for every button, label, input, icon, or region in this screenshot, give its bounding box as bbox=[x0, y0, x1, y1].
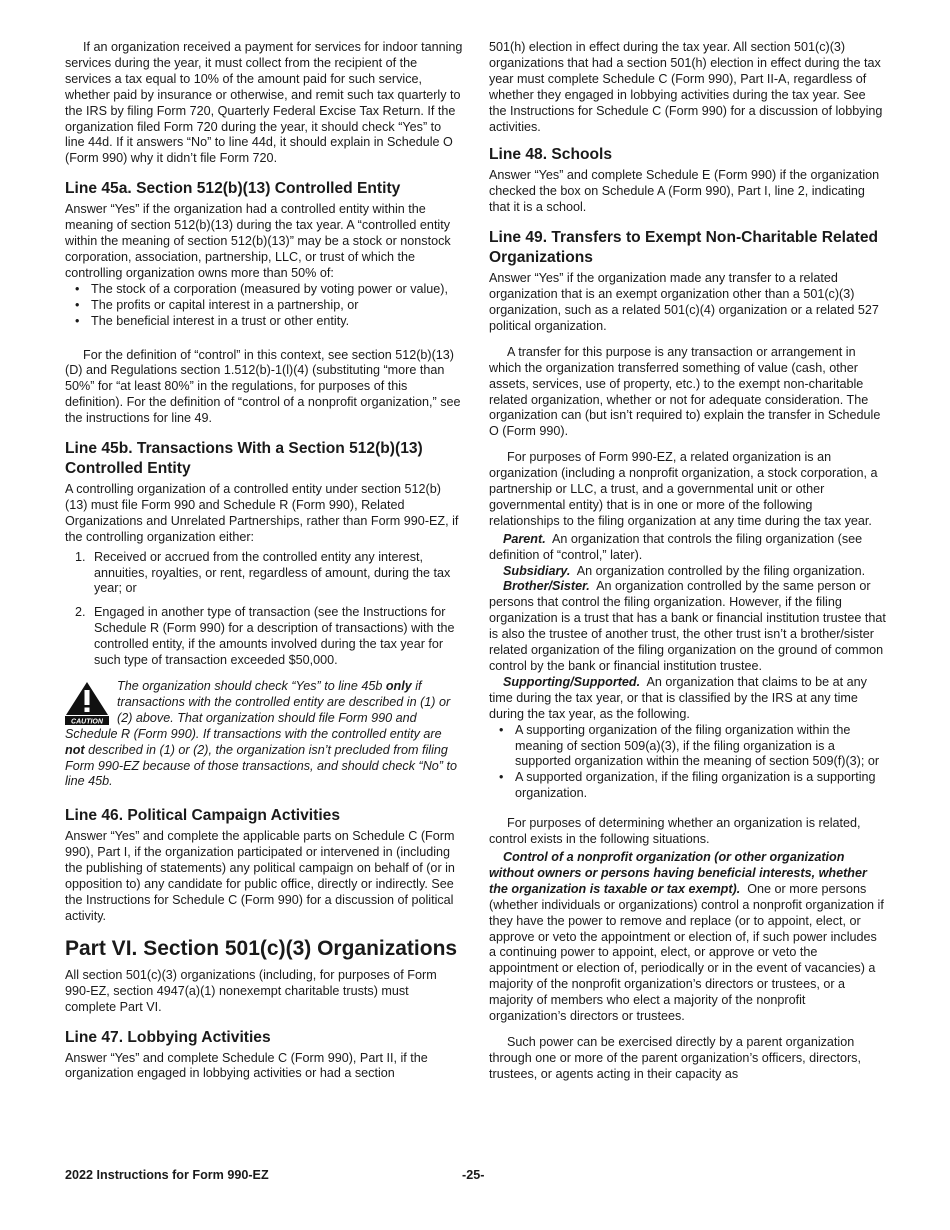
paragraph-45a: Answer “Yes” if the organization had a controlled entity within the meaning of section 512(b)(13) during the tax year. A “controlled entity within the meaning of section 512(b)(13)” may be a stock or nonstock corporation, association, partnership, LLC, or trust of which the controlling organization owns more than 50% of: bbox=[65, 202, 451, 280]
paragraph-48: Answer “Yes” and complete Schedule E (Form 990) if the organization checked the box on Schedule A (Form 990), Part I, line 2, indicating that it is a school. bbox=[489, 168, 880, 215]
definition-text: An organization that controls the filing organization (see definition of “control,” later). bbox=[489, 531, 863, 562]
definition-brother-sister bbox=[489, 579, 886, 674]
heading-line-45a: Line 45a. Section 512(b)(13) Controlled Entity bbox=[65, 180, 401, 198]
paragraph-49: Answer “Yes” if the organization made any transfer to a related organization that is an exempt organization other than a 501(c)(3) organization, such as a related 501(c)(4) organization or a related 527 political organization. bbox=[489, 271, 879, 333]
heading-line-49: Line 49. Transfers to Exempt Non-Charitable Related Organizations bbox=[489, 229, 879, 267]
term-supporting-supported: Supporting/Supported. bbox=[503, 674, 641, 689]
paragraph-47: Answer “Yes” and complete Schedule C (Form 990), Part II, if the organization engaged in lobbying activities or had a section bbox=[65, 1050, 428, 1081]
list-item bbox=[65, 550, 463, 598]
paragraph-part-vi: All section 501(c)(3) organizations (including, for purposes of Form 990-EZ, section 4947(a)(1) nonexempt charitable trusts) must complete Part VI. bbox=[65, 967, 437, 1014]
term-subsidiary: Subsidiary. bbox=[503, 563, 571, 578]
paragraph-46: Answer “Yes” and complete the applicable parts on Schedule C (Form 990), Part I, if the organization participated or intervened in (including the publishing of statements) any political campaign on behalf of (or in opposition to) any candidate for public office, directly or indirectly. See the Instructions for Schedule C (Form 990) for a discussion of political activity. bbox=[65, 829, 455, 923]
list-item: • A supporting organization of the filing organization within the meaning of section 509(a)(3), if the filing organization is a supported organization within the meaning of section 509(f)(3); or bbox=[489, 723, 886, 771]
paragraph-45b: A controlling organization of a controlled entity under section 512(b)(13) must file Form 990 and Schedule R (Form 990), Related Organizations and Unrelated Partnerships, rather than Form 990-EZ, if the controlling organization either: bbox=[65, 482, 459, 544]
list-text: Received or accrued from the controlled entity any interest, annuities, royalties, or rent, regardless of amount, during the tax year; or bbox=[94, 549, 451, 596]
list-text: Engaged in another type of transaction (see the Instructions for Schedule R (Form 990) for a description of transactions) with the controlled entity, if the amounts involved during the tax year for such type of transaction exceeded $50,000. bbox=[94, 605, 455, 668]
term-brother-sister: Brother/Sister. bbox=[503, 579, 590, 594]
caution-note bbox=[65, 679, 463, 790]
heading-line-46: Line 46. Political Campaign Activities bbox=[65, 807, 340, 825]
heading-line-48: Line 48. Schools bbox=[489, 146, 613, 164]
list-item: • A supported organization, if the filing organization is a supporting organization. bbox=[489, 770, 886, 802]
definition-text: An organization that claims to be at any time during the tax year, or that is classified by the IRS at any time during the tax year, as the following. bbox=[489, 674, 867, 721]
paragraph-control-exists: For purposes of determining whether an organization is related, control exists in the following situations. bbox=[489, 816, 861, 847]
list-item bbox=[65, 605, 463, 669]
definition-subsidiary bbox=[489, 564, 886, 580]
definition-parent bbox=[489, 532, 886, 564]
paragraph-control-definition: For the definition of “control” in this context, see section 512(b)(13)(D) and Regulations section 1.512(b)-1(l)(4) (substituting “more than 50%” for “at least 80%” in the regulations, for purposes of this definition). For the definition of “control of a nonprofit organization,” see the instructions for line 49. bbox=[65, 347, 461, 426]
footer-title: 2022 Instructions for Form 990-EZ bbox=[65, 1168, 269, 1182]
paragraph-47-continued: 501(h) election in effect during the tax year. All section 501(c)(3) organizations that had a section 501(h) election in effect during the tax year must complete Schedule C (Form 990), Part II-A, regardless of whether they engaged in lobbying activities during the tax year. See the Instructions for Schedule C (Form 990) for a discussion of lobbying activities. bbox=[489, 40, 883, 134]
caution-text-1: The organization should check “Yes” to line 45b bbox=[117, 679, 386, 693]
term-parent: Parent. bbox=[503, 531, 546, 546]
definition-supporting-supported bbox=[489, 675, 886, 723]
heading-line-47: Line 47. Lobbying Activities bbox=[65, 1028, 271, 1046]
bullet-list-45a bbox=[65, 282, 463, 330]
paragraph-transfer: A transfer for this purpose is any transaction or arrangement in which the organization transferred something of value (cash, other assets, services, use of property, etc.) to the exempt non-charitable related organization, whether or not for adequate consideration. The organization can (but isn’t required to) explain the transfer in Schedule O (Form 990). bbox=[489, 344, 881, 439]
caution-text-3: described in (1) or (2), the organization isn’t precluded from filing Form 990-EZ because of those transactions, and should check “No” to line 45b. bbox=[65, 742, 458, 789]
list-number: 1. bbox=[75, 549, 86, 564]
heading-part-vi: Part VI. Section 501(c)(3) Organizations bbox=[65, 936, 458, 960]
list-item: • The stock of a corporation (measured by voting power or value), bbox=[65, 282, 463, 298]
list-number: 2. bbox=[75, 605, 86, 620]
page-number: -25- bbox=[462, 1168, 485, 1182]
left-column bbox=[65, 40, 463, 1082]
heading-line-45b: Line 45b. Transactions With a Section 512(b)(13) Controlled Entity bbox=[65, 440, 423, 478]
caution-label: CAUTION bbox=[71, 718, 103, 725]
paragraph-related-organization: For purposes of Form 990-EZ, a related organization is an organization (including a nonprofit organization, a stock corporation, a partnership or LLC, a trust, and a governmental unit or other governmental entity) that is in one or more of the following relationships to the filing organization at any time during the tax year. bbox=[489, 450, 878, 528]
term-control-nonprofit: Control of a nonprofit organization (or other organization without owners or persons having beneficial interests, whether the organization is taxable or tax exempt). bbox=[489, 849, 867, 896]
list-item: • The profits or capital interest in a partnership, or bbox=[65, 298, 463, 314]
definition-text: An organization controlled by the filing organization. bbox=[576, 563, 866, 578]
right-column bbox=[489, 40, 886, 1083]
paragraph-power: Such power can be exercised directly by a parent organization through one or more of the parent organization’s officers, directors, trustees, or agents acting in their capacity as bbox=[489, 1034, 861, 1081]
definition-text: One or more persons (whether individuals or organizations) control a nonprofit organization if they have the power to remove and replace (or to appoint, elect, or approve or veto the appointment or election of, if such power includes a continuing power to appoint, elect, or approve or veto the appointment or election of, periodically or in the event of vacancies) a majority of the nonprofit organization’s directors or trustees, or a majority of members who elect a majority of the nonprofit organization’s directors or trustees. bbox=[489, 881, 884, 1024]
numbered-list-45b bbox=[65, 550, 463, 669]
list-item: • The beneficial interest in a trust or other entity. bbox=[65, 314, 463, 330]
bullet-list-supporting bbox=[489, 723, 886, 803]
caution-emphasis-not: not bbox=[65, 742, 85, 757]
caution-warning-icon bbox=[65, 681, 109, 725]
definition-control-nonprofit bbox=[489, 850, 886, 1025]
definition-text: An organization controlled by the same person or persons that control the filing organization. However, if the filing organization is a trust that has a bank or financial institution trustee that is also the trustee of another trust, the other trust isn’t a brother/sister related organization of the filing organization on the ground of common control by the bank or financial institution trustee. bbox=[489, 579, 886, 673]
caution-emphasis-only: only bbox=[385, 679, 412, 693]
caution-text-2: if transactions with the controlled entity are described in (1) or (2) above. That organization should file Form 990 and Schedule R (Form 990). If transactions with the controlled entity are bbox=[65, 679, 451, 741]
paragraph-tanning: If an organization received a payment for services for indoor tanning services during the year, it must collect from the recipient of the services a tax equal to 10% of the amount paid for such service, whether paid by insurance or otherwise, and remit such tax quarterly to the IRS by filing Form 720, Quarterly Federal Excise Tax Return. If the organization filed Form 720 during the year, it should check “Yes” to line 44d. If it answers “No” to line 44d, it should explain in Schedule O (Form 990) why it didn’t file Form 720. bbox=[65, 40, 463, 166]
